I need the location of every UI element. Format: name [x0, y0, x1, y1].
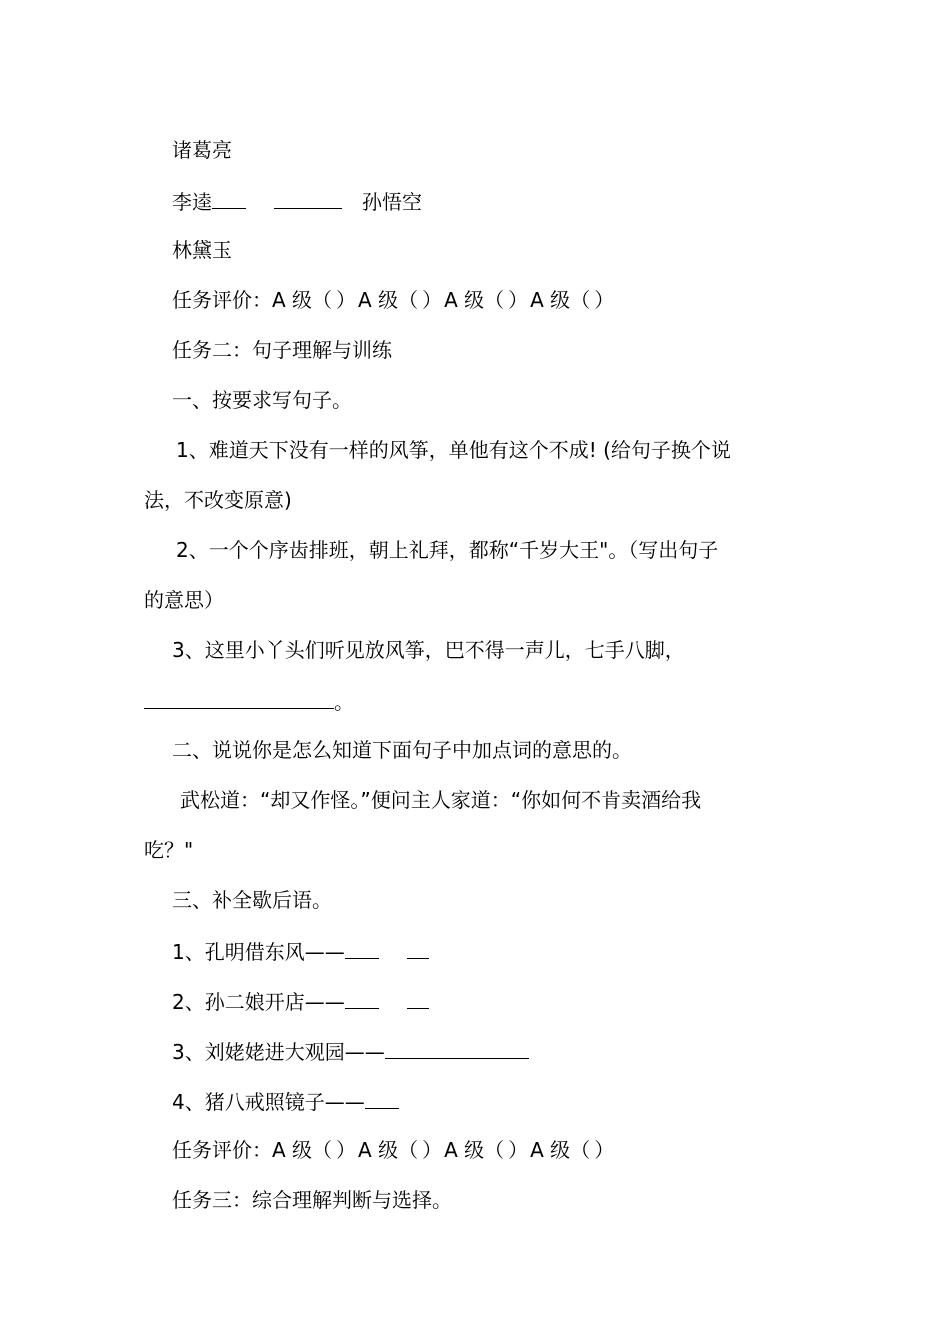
answer-blank[interactable] — [212, 186, 246, 209]
section3-title: 三、补全歇后语。 — [172, 888, 332, 912]
section1-title: 一、按要求写句子。 — [172, 388, 352, 412]
character-name: 李逵 — [172, 190, 212, 214]
paren-open: （ — [484, 288, 505, 312]
answer-blank[interactable] — [407, 936, 429, 959]
task-evaluation-2 — [172, 1136, 614, 1164]
evaluation-label: 任务评价： — [172, 1138, 272, 1162]
xiehouyu-item-1 — [172, 936, 429, 966]
answer-blank[interactable] — [385, 1036, 529, 1059]
character-name: 林黛玉 — [172, 238, 232, 262]
question1-line1: 1、难道天下没有一样的风筝，单他有这个不成! (给句子换个说 — [176, 438, 731, 462]
paren-close: ） — [422, 288, 443, 312]
evaluation-label: 任务评价： — [172, 288, 272, 312]
character-lindaiyu — [172, 236, 232, 264]
section2-sentence-line2: 吃？" — [144, 838, 194, 862]
xiehouyu-text: 4、猪八戒照镜子—— — [172, 1090, 365, 1114]
answer-blank[interactable] — [144, 686, 334, 709]
answer-blank[interactable] — [345, 986, 379, 1009]
question1-line2: 法，不改变原意) — [144, 488, 292, 512]
character-name: 孙悟空 — [362, 190, 422, 214]
xiehouyu-text: 3、刘姥姥进大观园—— — [172, 1040, 385, 1064]
character-name: 诸葛亮 — [172, 138, 232, 162]
grade-label: A 级 — [530, 1138, 571, 1162]
answer-blank[interactable] — [407, 986, 429, 1009]
task-evaluation-1 — [172, 286, 614, 314]
paren-open: （ — [484, 1138, 505, 1162]
paren-open: （ — [570, 288, 591, 312]
character-zhuge — [172, 136, 232, 164]
section2-sentence-line1: 武松道：“却又作怪。”便问主人家道：“你如何不肯卖酒给我 — [180, 788, 702, 812]
answer-blank[interactable] — [345, 936, 379, 959]
paren-close: ） — [594, 1138, 615, 1162]
grade-label: A 级 — [272, 288, 313, 312]
question3-line2 — [144, 686, 354, 716]
question3-line1: 3、这里小丫头们听见放风筝，巴不得一声儿，七手八脚， — [172, 638, 685, 662]
grade-label: A 级 — [358, 288, 399, 312]
character-row-likui — [172, 186, 422, 216]
paren-close: ） — [508, 288, 529, 312]
xiehouyu-text: 2、孙二娘开店—— — [172, 990, 345, 1014]
answer-blank[interactable] — [274, 186, 342, 209]
xiehouyu-item-3 — [172, 1036, 529, 1066]
period: 。 — [334, 690, 354, 714]
question2-line2: 的意思） — [144, 588, 224, 612]
grade-label: A 级 — [444, 1138, 485, 1162]
section2-title: 二、说说你是怎么知道下面句子中加点词的意思的。 — [172, 738, 632, 762]
grade-label: A 级 — [444, 288, 485, 312]
paren-close: ） — [336, 1138, 357, 1162]
grade-label: A 级 — [358, 1138, 399, 1162]
paren-close: ） — [336, 288, 357, 312]
xiehouyu-item-2 — [172, 986, 429, 1016]
paren-close: ） — [422, 1138, 443, 1162]
question2-line1: 2、一个个序齿排班，朝上礼拜，都称“千岁大王"。（写出句子 — [176, 538, 719, 562]
paren-open: （ — [570, 1138, 591, 1162]
paren-open: （ — [312, 1138, 333, 1162]
grade-label: A 级 — [530, 288, 571, 312]
answer-blank[interactable] — [365, 1086, 399, 1109]
task3-title: 任务三：综合理解判断与选择。 — [172, 1188, 452, 1212]
paren-close: ） — [594, 288, 615, 312]
paren-open: （ — [398, 288, 419, 312]
grade-label: A 级 — [272, 1138, 313, 1162]
paren-open: （ — [398, 1138, 419, 1162]
paren-open: （ — [312, 288, 333, 312]
xiehouyu-item-4 — [172, 1086, 399, 1116]
xiehouyu-text: 1、孔明借东风—— — [172, 940, 345, 964]
paren-close: ） — [508, 1138, 529, 1162]
task2-title: 任务二：句子理解与训练 — [172, 338, 392, 362]
